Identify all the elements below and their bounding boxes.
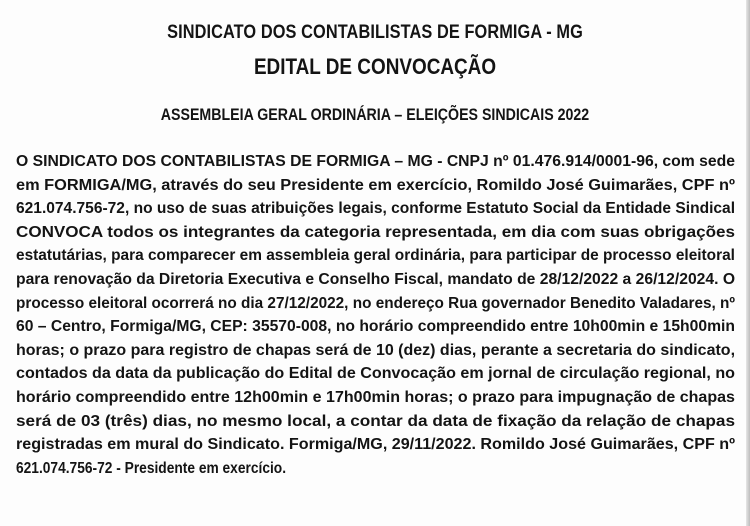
body-line-5: estatutárias, para comparecer em assembleia geral ordinária, para participar de processo eleitoral xyxy=(16,247,735,265)
body-line-2: em FORMIGA/MG, através do seu Presidente em exercício, Romildo José Guimarães, CPF nº xyxy=(16,176,735,194)
page-edge-shadow xyxy=(746,0,750,526)
body-line-6: para renovação da Diretoria Executiva e Conselho Fiscal, mandato de 28/12/2022 a 26/12/2024. O xyxy=(16,270,736,288)
body-line-4: CONVOCA todos os integrantes da categoria representada, em dia com suas obrigações xyxy=(16,223,735,241)
body-line-3: 621.074.756-72, no uso de suas atribuições legais, conforme Estatuto Social da Entidade Sindical xyxy=(16,200,736,218)
body-line-1: O SINDICATO DOS CONTABILISTAS DE FORMIGA – MG - CNPJ nº 01.476.914/0001-96, com sede xyxy=(16,153,735,170)
notice-body xyxy=(16,150,737,480)
assembly-subtitle: ASSEMBLEIA GERAL ORDINÁRIA – ELEIÇÕES SINDICAIS 2022 xyxy=(160,106,590,124)
body-line-8: 60 – Centro, Formiga/MG, CEP: 35570-008, no horário compreendido entre 10h00min e 15h00min xyxy=(16,318,735,336)
body-line-12: será de 03 (três) dias, no mesmo local, a contar da data de fixação da relação de chapas xyxy=(16,412,736,430)
body-line-7: processo eleitoral ocorrerá no dia 27/12/2022, no endereço Rua governador Benedito Valadares, nº xyxy=(16,294,735,312)
body-line-11: horário compreendido entre 12h00min e 17h00min horas; o prazo para impugnação de chapas xyxy=(16,388,735,406)
body-line-13: registradas em mural do Sindicato. Formiga/MG, 29/11/2022. Romildo José Guimarães, CPF nº xyxy=(16,436,736,454)
document-title: EDITAL DE CONVOCAÇÃO xyxy=(253,54,497,79)
body-line-14: 621.074.756-72 - Presidente em exercício. xyxy=(16,459,287,477)
body-line-10: contados da data da publicação do Edital de Convocação em jornal de circulação regional, no xyxy=(16,365,735,383)
organization-heading: SINDICATO DOS CONTABILISTAS DE FORMIGA - MG xyxy=(167,22,583,43)
body-line-9: horas; o prazo para registro de chapas será de 10 (dez) dias, perante a secretaria do sindicato, xyxy=(16,341,736,359)
